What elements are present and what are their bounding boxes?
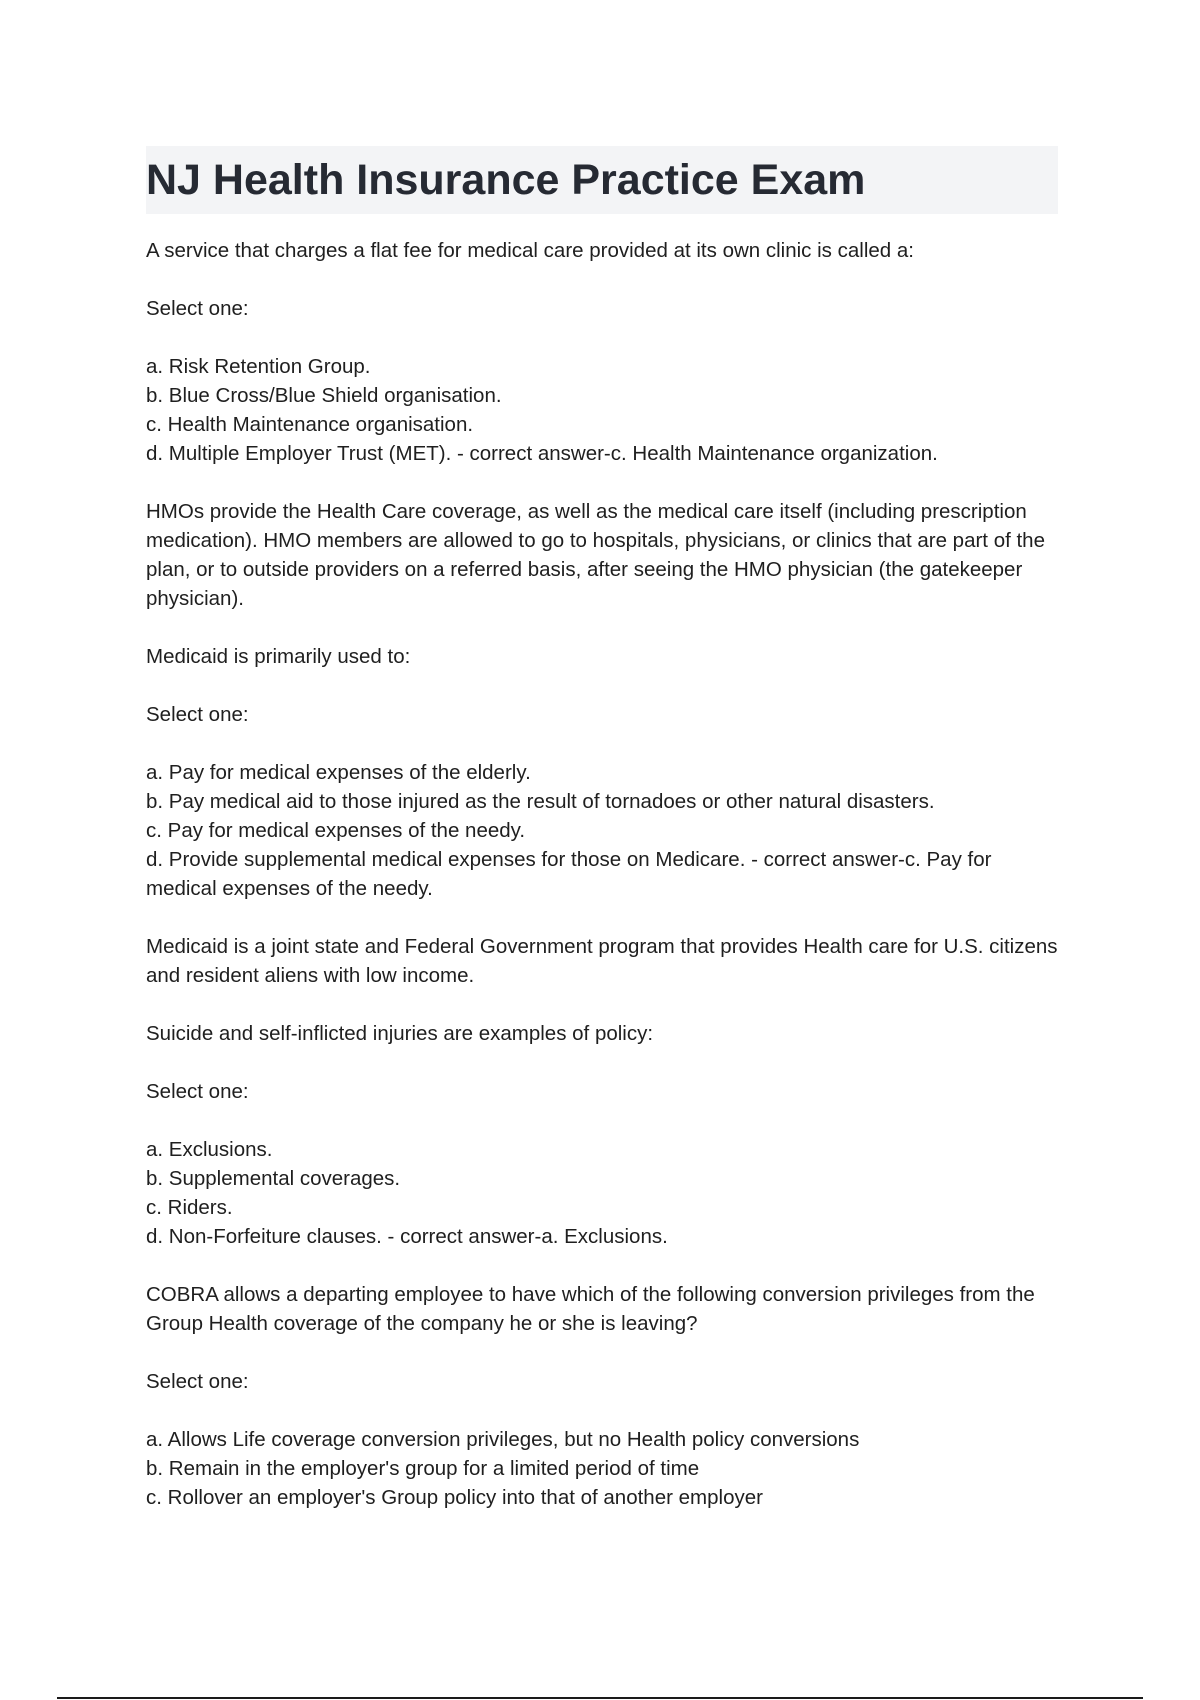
answer-explanation: HMOs provide the Health Care coverage, as well as the medical care itself (including prescription medication). HMO members are allowed to go to hospitals, physicians, or clinics that are part of the plan, or to outside providers on a referred basis, after seeing the HMO physician (the gatekeeper physician).	[146, 500, 1045, 610]
page-title: NJ Health Insurance Practice Exam	[146, 156, 866, 204]
option-list	[146, 1425, 1061, 1512]
option-list	[146, 1135, 1061, 1251]
option-item: a. Risk Retention Group.	[146, 355, 371, 378]
option-item: b. Supplemental coverages.	[146, 1167, 401, 1190]
option-item: b. Remain in the employer's group for a limited period of time	[146, 1457, 700, 1480]
option-item: c. Riders.	[146, 1196, 233, 1219]
option-item-with-answer: d. Provide supplemental medical expenses for those on Medicare. - correct answer-c. Pay for medical expenses of the needy.	[146, 848, 992, 900]
question-prompt: Suicide and self-inflicted injuries are examples of policy:	[146, 1022, 654, 1045]
question-prompt: Medicaid is primarily used to:	[146, 645, 411, 668]
answer-explanation: Medicaid is a joint state and Federal Government program that provides Health care for U.S. citizens and resident aliens with low income.	[146, 935, 1058, 987]
option-item-with-answer: d. Non-Forfeiture clauses. - correct answer-a. Exclusions.	[146, 1225, 668, 1248]
title-banner	[146, 146, 1058, 214]
option-item: c. Pay for medical expenses of the needy.	[146, 819, 526, 842]
select-one-label: Select one:	[146, 1080, 249, 1103]
option-item: a. Pay for medical expenses of the elderly.	[146, 761, 531, 784]
question-prompt: COBRA allows a departing employee to have which of the following conversion privileges from the Group Health coverage of the company he or she is leaving?	[146, 1283, 1035, 1335]
question-prompt: A service that charges a flat fee for medical care provided at its own clinic is called a:	[146, 239, 914, 262]
page-bottom-rule	[57, 1697, 1143, 1699]
option-item-with-answer: d. Multiple Employer Trust (MET). - correct answer-c. Health Maintenance organization.	[146, 442, 938, 465]
option-item: c. Health Maintenance organisation.	[146, 413, 474, 436]
option-item: a. Exclusions.	[146, 1138, 273, 1161]
option-item: b. Blue Cross/Blue Shield organisation.	[146, 384, 502, 407]
select-one-label: Select one:	[146, 297, 249, 320]
select-one-label: Select one:	[146, 703, 249, 726]
option-item: c. Rollover an employer's Group policy into that of another employer	[146, 1486, 763, 1509]
select-one-label: Select one:	[146, 1370, 249, 1393]
option-list	[146, 758, 1061, 903]
option-item: b. Pay medical aid to those injured as the result of tornadoes or other natural disasters.	[146, 790, 935, 813]
option-list	[146, 352, 1061, 468]
option-item: a. Allows Life coverage conversion privileges, but no Health policy conversions	[146, 1428, 860, 1451]
exam-content	[146, 236, 1061, 1541]
